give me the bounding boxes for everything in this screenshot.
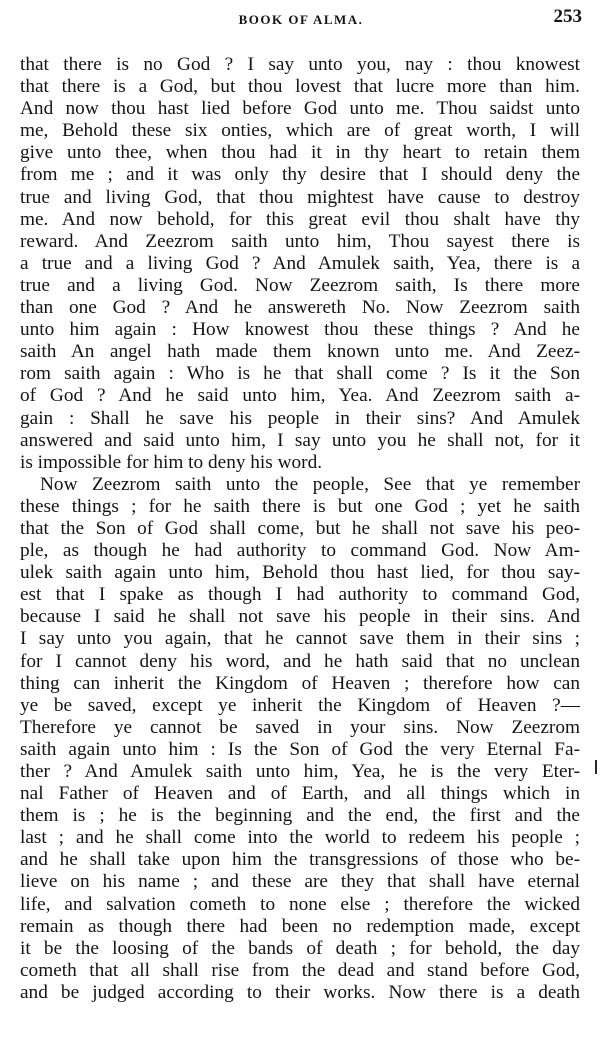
running-title: BOOK OF ALMA. <box>238 12 364 27</box>
text-line: that there is no God ? I say unto you, nay : thou knowest <box>20 54 580 75</box>
text-line: me. And now behold, for this great evil thou shalt have thy <box>20 208 580 230</box>
text-line: than one God ? And he answereth No. Now Zeezrom saith <box>20 297 580 319</box>
text-line: from me ; and it was only thy desire that I should deny the <box>20 164 580 186</box>
text-line: these things ; for he saith there is but one God ; yet he saith <box>20 495 580 517</box>
text-line: thing can inherit the Kingdom of Heaven ; therefore how can <box>20 672 580 694</box>
text-line: saith again unto him : Is the Son of God the very Eternal Fa- <box>20 738 580 760</box>
text-line: give unto thee, when thou had it in thy heart to retain them <box>20 142 580 164</box>
text-line: ther ? And Amulek saith unto him, Yea, he is the very Eter- <box>20 761 580 782</box>
text-line: that the Son of God shall come, but he shall not save his peo- <box>20 517 580 539</box>
paragraph-end-line: is impossible for him to deny his word. <box>20 451 323 473</box>
text-line: answered and said unto him, I say unto you he shall not, for it <box>20 429 580 451</box>
text-line: ye be saved, except ye inherit the Kingdom of Heaven ?— <box>20 694 580 716</box>
text-line: I say unto you again, that he cannot save them in their sins ; <box>20 628 580 650</box>
text-line: a true and a living God ? And Amulek saith, Yea, there is a <box>20 252 580 274</box>
text-line: of God ? And he said unto him, Yea. And Zeezrom saith a- <box>20 385 580 407</box>
text-line: last ; and he shall come into the world to redeem his people ; <box>20 827 580 849</box>
text-line: nal Father of Heaven and of Earth, and all things which in <box>20 783 580 805</box>
running-head <box>20 4 582 34</box>
text-line: life, and salvation cometh to none else ; therefore the wicked <box>20 893 580 915</box>
text-line: true and a living God. Now Zeezrom saith, Is there more <box>20 274 580 296</box>
text-line: Therefore ye cannot be saved in your sins. Now Zeezrom <box>20 716 580 738</box>
text-line: remain as though there had been no redemption made, except <box>20 915 580 937</box>
text-line: for I cannot deny his word, and he hath said that no unclean <box>20 650 580 672</box>
text-line: me, Behold these six onties, which are of great worth, I will <box>20 120 580 142</box>
text-line: and be judged according to their works. Now there is a death <box>20 981 580 1003</box>
text-line: true and living God, that thou mightest have cause to destroy <box>20 186 580 208</box>
paragraph-first-line: Now Zeezrom saith unto the people, See that ye remember <box>40 473 580 495</box>
page-edge-mark <box>595 760 597 774</box>
text-line: reward. And Zeezrom saith unto him, Thou sayest there is <box>20 230 580 252</box>
body-text <box>20 54 580 1004</box>
text-line: it be the loosing of the bands of death ; for behold, the day <box>20 937 580 959</box>
text-line: ple, as though he had authority to command God. Now Am- <box>20 540 580 562</box>
text-line: unto him again : How knowest thou these things ? And he <box>20 319 580 341</box>
page-number: 253 <box>553 6 582 27</box>
text-line: saith An angel hath made them known unto me. And Zeez- <box>20 341 580 363</box>
text-line: cometh that all shall rise from the dead and stand before God, <box>20 959 580 981</box>
text-line: lieve on his name ; and these are they that shall have eternal <box>20 871 580 893</box>
text-line: ulek saith again unto him, Behold thou hast lied, for thou say- <box>20 562 580 584</box>
text-line: rom saith again : Who is he that shall come ? Is it the Son <box>20 363 580 385</box>
text-line: and he shall take upon him the transgressions of those who be- <box>20 849 580 871</box>
text-line: gain : Shall he save his people in their sins? And Amulek <box>20 407 580 429</box>
text-line: because I said he shall not save his people in their sins. And <box>20 606 580 628</box>
text-line: that there is a God, but thou lovest that lucre more than him. <box>20 76 580 98</box>
text-line: est that I spake as though I had authority to command God, <box>20 584 580 606</box>
text-line: them is ; he is the beginning and the end, the first and the <box>20 805 580 827</box>
text-line: And now thou hast lied before God unto me. Thou saidst unto <box>20 98 580 120</box>
